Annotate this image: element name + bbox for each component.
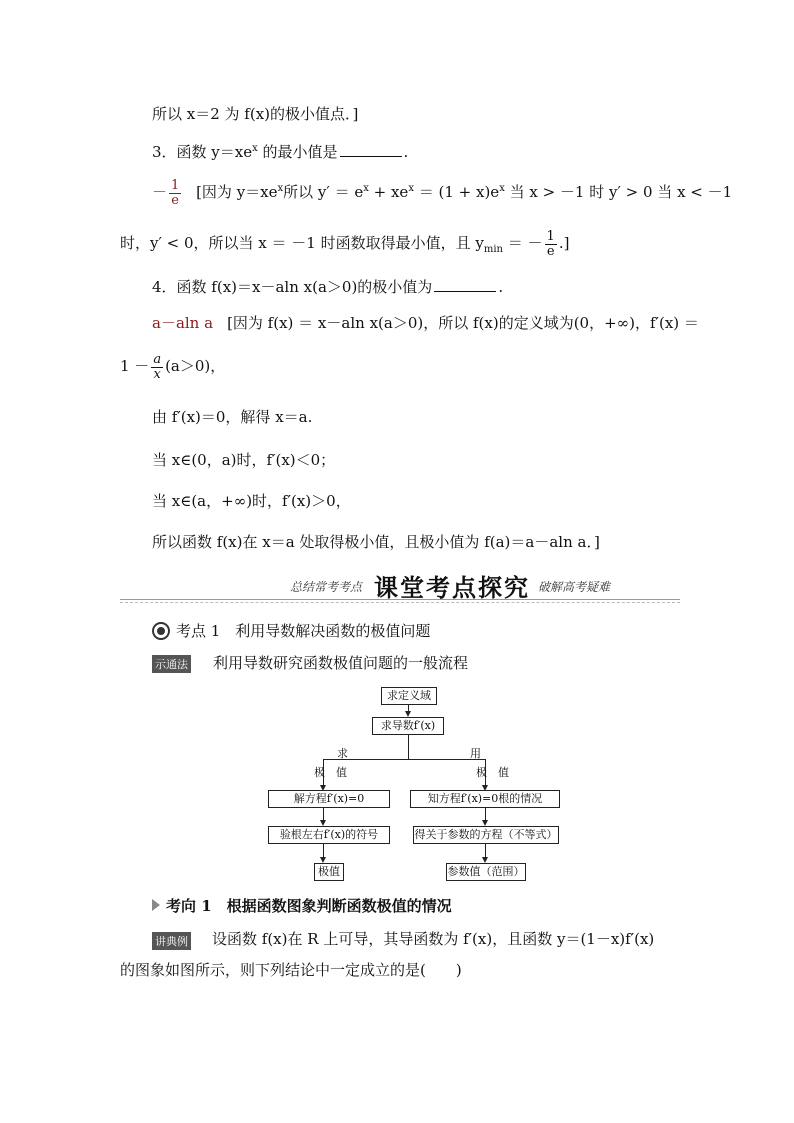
a3-minus: － [152, 183, 168, 201]
example-line-1: 设函数 f(x)在 R 上可导，其导函数为 f′(x)，且函数 y＝(1－x)f′(x) [212, 930, 655, 948]
flow-step-domain: 求定义域 [381, 687, 437, 705]
answer-4-line-2 [120, 348, 225, 384]
a3-fraction [169, 179, 181, 208]
flow-label-qiu: 求 [337, 747, 348, 760]
a3-text4: ＝ (1 + x)e [413, 183, 500, 201]
a3-line2-b: ＝ － [502, 234, 543, 252]
a3-sup4: x [499, 183, 505, 194]
flow-right-equation: 得关于参数的方程（不等式） [413, 826, 559, 844]
kaoxiang-heading: 考向 1 根据函数图象判断函数极值的情况 [166, 897, 452, 915]
answer-blank-q3 [340, 142, 402, 157]
flow-right-roots: 知方程f′(x)=0根的情况 [410, 790, 560, 808]
flow-label-right-jizhi: 极 值 [476, 766, 509, 779]
question-3 [152, 139, 408, 162]
a3-text: [因为 y＝xe [196, 183, 278, 201]
flow-right-parameter: 参数值（范围） [446, 863, 526, 881]
a4-line2-a: 1 － [120, 357, 150, 375]
example-tag: 讲典例 [152, 932, 191, 950]
banner-title: 课堂考点探究 [374, 574, 530, 602]
kaodian-heading: 考点 1 利用导数解决函数的极值问题 [176, 622, 431, 640]
a4-line2-num: a [153, 351, 162, 367]
a4-text: [因为 f(x) ＝ x－aln x(a＞0)，所以 f(x)的定义域为(0，+∞)，f′(x) ＝ [227, 314, 699, 332]
q4-text: 4．函数 f(x)＝x－aln x(a＞0)的极小值为 [152, 278, 433, 296]
flow-label-left-jizhi: 极 值 [314, 766, 347, 779]
a4-line2-den: x [153, 366, 161, 382]
a3-line2-num: 1 [546, 228, 555, 244]
q3-sup: x [252, 143, 258, 154]
a3-frac-num: 1 [171, 177, 180, 193]
answer-blank-q4 [434, 277, 496, 292]
banner-divider-dashed [120, 602, 680, 603]
q3-end: . [403, 143, 409, 161]
flow-label-yong: 用 [470, 747, 481, 760]
flow-step-derivative: 求导数f′(x) [372, 717, 444, 735]
flow-left-extremum: 极值 [314, 863, 344, 881]
a3-sup3: x [408, 183, 414, 194]
a3-text5: 当 x > －1 时 y′ > 0 当 x < －1 [504, 183, 733, 201]
example-line-2: 的图象如图所示，则下列结论中一定成立的是( ) [120, 961, 462, 979]
a3-text2: 所以 y′ ＝ e [283, 183, 364, 201]
banner-left-text: 总结常考考点 [290, 580, 363, 594]
a3-line2-den: e [546, 243, 555, 259]
banner-right-text: 破解高考疑难 [538, 580, 611, 594]
answer-4-line-3: 由 f′(x)＝0，解得 x＝a. [152, 408, 313, 426]
target-circle-icon [152, 622, 170, 640]
a3-line2-c: .] [558, 234, 570, 252]
a3-line2-sub: min [483, 244, 503, 255]
a3-sup2: x [363, 183, 369, 194]
a3-sup1: x [277, 183, 284, 194]
a3-line2-fraction [545, 230, 557, 259]
a3-text3: + xe [368, 183, 409, 201]
answer-4-line-1 [152, 313, 699, 333]
answer-4-line-4: 当 x∈(0，a)时，f′(x)＜0； [152, 451, 336, 469]
banner-divider [120, 599, 680, 600]
answer-4-line-5: 当 x∈(a，+∞)时，f′(x)＞0， [152, 492, 351, 510]
q3-suffix: 的最小值是 [257, 143, 338, 161]
flow-left-solve: 解方程f′(x)=0 [268, 790, 390, 808]
flow-connector [408, 735, 409, 759]
tongfa-tag: 示通法 [152, 655, 191, 673]
tongfa-title: 利用导数研究函数极值问题的一般流程 [213, 654, 469, 672]
answer-3-line-1 [152, 172, 732, 209]
a3-line2-a: 时，y′ < 0，所以当 x ＝ －1 时函数取得最小值，且 y [120, 234, 484, 252]
triangle-marker-icon [152, 899, 160, 911]
a4-line2-fraction [151, 353, 163, 382]
q3-prefix: 3．函数 y＝xe [152, 143, 253, 161]
answer-3-line-2 [120, 226, 569, 267]
text-line-conclusion-q2: 所以 x＝2 为 f(x)的极小值点．] [152, 105, 359, 123]
a3-frac-den: e [171, 192, 179, 208]
flow-left-check-sign: 验根左右f′(x)的符号 [268, 826, 390, 844]
a4-answer: a－aln a [152, 314, 214, 332]
question-4 [152, 277, 503, 297]
a4-line2-b: (a＞0)， [165, 357, 226, 375]
q4-end: . [498, 278, 504, 296]
answer-4-line-6: 所以函数 f(x)在 x＝a 处取得极小值，且极小值为 f(a)＝a－aln a．] [152, 533, 600, 551]
